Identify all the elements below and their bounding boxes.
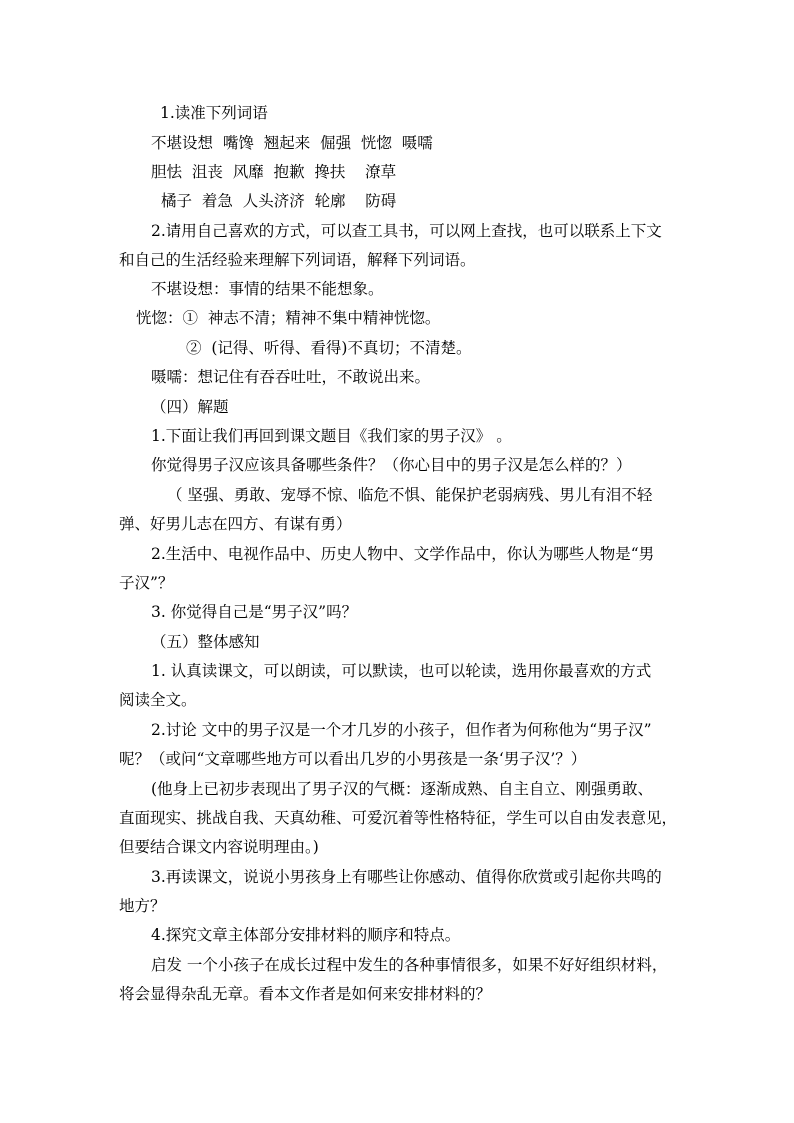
paragraph-line: 和自己的生活经验来理解下列词语，解释下列词语。 — [119, 251, 476, 269]
definition-line: 不堪设想：事情的结果不能想象。 — [151, 280, 384, 298]
paragraph-line: 你觉得男子汉应该具备哪些条件？（你心目中的男子汉是怎么样的？） — [151, 456, 632, 474]
paragraph-line: 呢？（或问“文章哪些地方可以看出几岁的小男孩是一条‘男子汉’？） — [119, 750, 587, 768]
paragraph-line: 1. 认真读课文，可以朗读，可以默读，也可以轮读，选用你最喜欢的方式 — [151, 662, 652, 680]
paragraph-line: 1.下面让我们再回到课文题目《我们家的男子汉》 。 — [151, 427, 512, 445]
paragraph-line: 但要结合课文内容说明理由。) — [119, 838, 319, 856]
definition-line: ② (记得、听得、看得)不真切；不清楚。 — [186, 339, 472, 357]
heading-read-words: 1.读准下列词语 — [160, 104, 268, 122]
word-list-row: 不堪设想 嘴馋 翘起来 倔强 恍惚 嗫嚅 — [151, 134, 433, 152]
paragraph-line: 3. 你觉得自己是“男子汉”吗？ — [151, 603, 358, 621]
paragraph-line: 直面现实、挑战自我、天真幼稚、可爱沉着等性格特征，学生可以自由发表意见， — [119, 809, 678, 827]
paragraph-line: 2.讨论 文中的男子汉是一个才几岁的小孩子，但作者为何称他为“男子汉” — [151, 721, 652, 739]
paragraph-line: 3.再读课文，说说小男孩身上有哪些让你感动、值得你欣赏或引起你共鸣的 — [151, 868, 662, 886]
paragraph-line: 4.探究文章主体部分安排材料的顺序和特点。 — [151, 926, 461, 944]
paragraph-line: 阅读全文。 — [119, 691, 197, 709]
paragraph-line: 将会显得杂乱无章。看本文作者是如何来安排材料的？ — [119, 985, 492, 1003]
word-list-row: 橘子 着急 人头济济 轮廓 防碍 — [161, 192, 397, 210]
paragraph-line: 子汉”？ — [119, 574, 174, 592]
word-list-row: 胆怯 沮丧 风靡 抱歉 搀扶 潦草 — [151, 163, 397, 181]
section-heading: （五）整体感知 — [151, 633, 260, 651]
paragraph-line: 地方？ — [119, 897, 166, 915]
paragraph-line: 2.请用自己喜欢的方式，可以查工具书，可以网上查找，也可以联系上下文 — [151, 222, 662, 240]
paragraph-line: 2.生活中、电视作品中、历史人物中、文学作品中，你认为哪些人物是“男 — [151, 545, 655, 563]
paragraph-line: （ 坚强、勇敢、宠辱不惊、临危不惧、能保护老弱病残、男儿有泪不轻 — [167, 486, 653, 504]
definition-line: 恍惚：① 神志不清；精神不集中精神恍惚。 — [136, 309, 441, 327]
paragraph-line: (他身上已初步表现出了男子汉的气概：逐渐成熟、自主自立、刚强勇敢、 — [151, 780, 654, 798]
definition-line: 嗫嚅：想记住有吞吞吐吐，不敢说出来。 — [151, 368, 431, 386]
paragraph-line: 启发 一个小孩子在成长过程中发生的各种事情很多，如果不好好组织材料， — [151, 956, 668, 974]
section-heading: （四）解题 — [151, 398, 229, 416]
paragraph-line: 弹、好男儿志在四方、有谋有勇） — [119, 515, 352, 533]
